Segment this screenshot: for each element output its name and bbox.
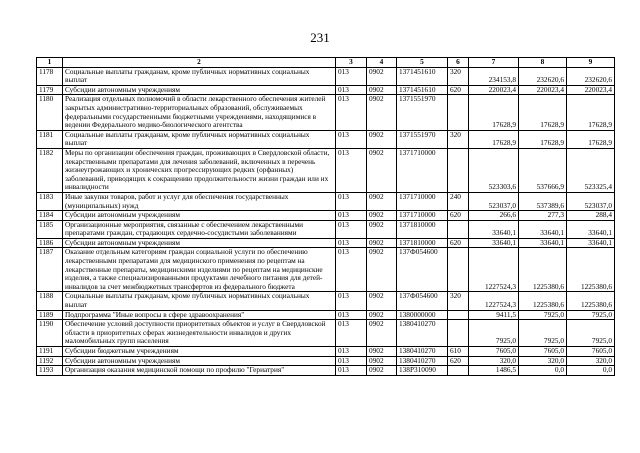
admin-code: 013 bbox=[336, 347, 367, 357]
row-description: Организационные мероприятия, связанные с обеспечением лекарственными препаратами граждан, страдающих сердечно-сосудистыми заболеваниями bbox=[63, 220, 336, 238]
target-article-code: 1371810000 bbox=[397, 220, 448, 238]
table-row bbox=[37, 238, 615, 248]
target-article-code: 1371710000 bbox=[397, 211, 448, 221]
row-description: Реализация отдельных полномочий в области лекарственного обеспечения жителей закрытых административно-территориальных образований, обслуживаемых федеральными государственными бюджетными учреждениями, находящимися в ведении Федерального медико-биологического агентства bbox=[63, 95, 336, 130]
table-row bbox=[37, 130, 615, 148]
amount-year-3: 33640,1 bbox=[567, 238, 615, 248]
table-row bbox=[37, 310, 615, 320]
row-description: Социальные выплаты гражданам, кроме публичных нормативных социальных выплат bbox=[63, 130, 336, 148]
expense-type-code: 620 bbox=[448, 85, 469, 95]
amount-year-2: 537389,6 bbox=[519, 192, 567, 210]
header-cell: 2 bbox=[63, 58, 336, 68]
section-code: 0902 bbox=[367, 347, 397, 357]
target-article-code: 1371710000 bbox=[397, 148, 448, 192]
table-row bbox=[37, 356, 615, 366]
amount-year-2: 33640,1 bbox=[519, 220, 567, 238]
header-cell: 1 bbox=[37, 58, 63, 68]
table-row bbox=[37, 95, 615, 130]
amount-year-2: 537666,9 bbox=[519, 148, 567, 192]
row-number: 1180 bbox=[37, 95, 63, 130]
amount-year-3: 320,0 bbox=[567, 356, 615, 366]
amount-year-2: 7605,0 bbox=[519, 347, 567, 357]
row-number: 1186 bbox=[37, 238, 63, 248]
expense-type-code: 620 bbox=[448, 356, 469, 366]
header-cell: 4 bbox=[367, 58, 397, 68]
admin-code: 013 bbox=[336, 366, 367, 376]
amount-year-3: 17628,9 bbox=[567, 130, 615, 148]
page-number: 231 bbox=[310, 30, 330, 45]
section-code: 0902 bbox=[367, 366, 397, 376]
amount-year-3: 220023,4 bbox=[567, 85, 615, 95]
admin-code: 013 bbox=[336, 220, 367, 238]
row-number: 1179 bbox=[37, 85, 63, 95]
amount-year-1: 33640,1 bbox=[469, 220, 519, 238]
header-cell: 5 bbox=[397, 58, 448, 68]
row-number: 1190 bbox=[37, 320, 63, 347]
table-row bbox=[37, 192, 615, 210]
header-cell: 6 bbox=[448, 58, 469, 68]
admin-code: 013 bbox=[336, 130, 367, 148]
header-cell: 3 bbox=[336, 58, 367, 68]
amount-year-1: 220023,4 bbox=[469, 85, 519, 95]
target-article-code: 1371451610 bbox=[397, 85, 448, 95]
header-cell: 7 bbox=[469, 58, 519, 68]
budget-table bbox=[36, 57, 615, 376]
row-description: Подпрограмма "Иные вопросы в сфере здравоохранения" bbox=[63, 310, 336, 320]
section-code: 0902 bbox=[367, 248, 397, 292]
amount-year-1: 234153,8 bbox=[469, 67, 519, 85]
expense-type-code: 320 bbox=[448, 67, 469, 85]
table-row bbox=[37, 220, 615, 238]
target-article-code: 1380410270 bbox=[397, 356, 448, 366]
section-code: 0902 bbox=[367, 211, 397, 221]
amount-year-2: 7925,0 bbox=[519, 320, 567, 347]
target-article-code: 1380410270 bbox=[397, 347, 448, 357]
target-article-code: 137Ф054600 bbox=[397, 292, 448, 310]
amount-year-1: 523303,6 bbox=[469, 148, 519, 192]
row-number: 1192 bbox=[37, 356, 63, 366]
amount-year-2: 0,0 bbox=[519, 366, 567, 376]
amount-year-2: 232620,6 bbox=[519, 67, 567, 85]
row-description: Субсидии автономным учреждениям bbox=[63, 238, 336, 248]
amount-year-3: 7605,0 bbox=[567, 347, 615, 357]
admin-code: 013 bbox=[336, 248, 367, 292]
target-article-code: 1380000000 bbox=[397, 310, 448, 320]
row-number: 1193 bbox=[37, 366, 63, 376]
target-article-code: 137Ф054600 bbox=[397, 248, 448, 292]
section-code: 0902 bbox=[367, 130, 397, 148]
target-article-code: 1371551970 bbox=[397, 130, 448, 148]
target-article-code: 1371551970 bbox=[397, 95, 448, 130]
amount-year-3: 232620,6 bbox=[567, 67, 615, 85]
amount-year-3: 1225380,6 bbox=[567, 292, 615, 310]
admin-code: 013 bbox=[336, 67, 367, 85]
section-code: 0902 bbox=[367, 320, 397, 347]
target-article-code: 138Р310090 bbox=[397, 366, 448, 376]
row-number: 1185 bbox=[37, 220, 63, 238]
admin-code: 013 bbox=[336, 211, 367, 221]
table-row bbox=[37, 347, 615, 357]
section-code: 0902 bbox=[367, 148, 397, 192]
row-number: 1189 bbox=[37, 310, 63, 320]
row-number: 1187 bbox=[37, 248, 63, 292]
amount-year-1: 266,6 bbox=[469, 211, 519, 221]
section-code: 0902 bbox=[367, 95, 397, 130]
section-code: 0902 bbox=[367, 292, 397, 310]
header-cell: 9 bbox=[567, 58, 615, 68]
row-number: 1188 bbox=[37, 292, 63, 310]
expense-type-code bbox=[448, 220, 469, 238]
amount-year-1: 1227524,3 bbox=[469, 292, 519, 310]
row-number: 1184 bbox=[37, 211, 63, 221]
row-number: 1181 bbox=[37, 130, 63, 148]
expense-type-code bbox=[448, 366, 469, 376]
amount-year-3: 1225380,6 bbox=[567, 248, 615, 292]
admin-code: 013 bbox=[336, 85, 367, 95]
admin-code: 013 bbox=[336, 320, 367, 347]
row-number: 1183 bbox=[37, 192, 63, 210]
amount-year-2: 7925,0 bbox=[519, 310, 567, 320]
amount-year-1: 523037,0 bbox=[469, 192, 519, 210]
section-code: 0902 bbox=[367, 67, 397, 85]
row-description: Обеспечение условий доступности приоритетных объектов и услуг в Свердловской области в приоритетных сферах жизнедеятельности инвалидов и других маломобильных групп населения bbox=[63, 320, 336, 347]
admin-code: 013 bbox=[336, 192, 367, 210]
expense-type-code: 610 bbox=[448, 347, 469, 357]
amount-year-1: 17628,9 bbox=[469, 130, 519, 148]
row-description: Социальные выплаты гражданам, кроме публичных нормативных социальных выплат bbox=[63, 292, 336, 310]
row-description: Организация оказания медицинской помощи по профилю "Гериатрия" bbox=[63, 366, 336, 376]
section-code: 0902 bbox=[367, 220, 397, 238]
table-row bbox=[37, 366, 615, 376]
amount-year-1: 1486,5 bbox=[469, 366, 519, 376]
amount-year-2: 277,3 bbox=[519, 211, 567, 221]
section-code: 0902 bbox=[367, 192, 397, 210]
amount-year-2: 320,0 bbox=[519, 356, 567, 366]
amount-year-1: 7925,0 bbox=[469, 320, 519, 347]
amount-year-2: 1225380,6 bbox=[519, 292, 567, 310]
amount-year-3: 17628,9 bbox=[567, 95, 615, 130]
table-row bbox=[37, 211, 615, 221]
row-description: Социальные выплаты гражданам, кроме публичных нормативных социальных выплат bbox=[63, 67, 336, 85]
amount-year-1: 33640,1 bbox=[469, 238, 519, 248]
section-code: 0902 bbox=[367, 85, 397, 95]
amount-year-1: 320,0 bbox=[469, 356, 519, 366]
expense-type-code: 620 bbox=[448, 211, 469, 221]
row-description: Субсидии автономным учреждениям bbox=[63, 211, 336, 221]
target-article-code: 1371710000 bbox=[397, 192, 448, 210]
table-row bbox=[37, 67, 615, 85]
table-row bbox=[37, 85, 615, 95]
amount-year-3: 33640,1 bbox=[567, 220, 615, 238]
table-row bbox=[37, 148, 615, 192]
target-article-code: 1380410270 bbox=[397, 320, 448, 347]
row-description: Оказание отдельным категориям граждан социальной услуги по обеспечению лекарственными препаратами для медицинского применения по рецептам на лекарственные препараты, медицинскими изделиями по рецептам на медицинские изделия, а также специализированными продуктами лечебного питания для детей-инвалидов за счет межбюджетных трансфертов из федерального бюджета bbox=[63, 248, 336, 292]
amount-year-3: 523037,0 bbox=[567, 192, 615, 210]
expense-type-code: 320 bbox=[448, 292, 469, 310]
admin-code: 013 bbox=[336, 310, 367, 320]
amount-year-2: 17628,9 bbox=[519, 95, 567, 130]
target-article-code: 1371810000 bbox=[397, 238, 448, 248]
amount-year-1: 9411,5 bbox=[469, 310, 519, 320]
expense-type-code bbox=[448, 320, 469, 347]
expense-type-code bbox=[448, 148, 469, 192]
amount-year-3: 7925,0 bbox=[567, 320, 615, 347]
admin-code: 013 bbox=[336, 148, 367, 192]
amount-year-2: 1225380,6 bbox=[519, 248, 567, 292]
row-description: Иные закупки товаров, работ и услуг для обеспечения государственных (муниципальных) нужд bbox=[63, 192, 336, 210]
admin-code: 013 bbox=[336, 238, 367, 248]
expense-type-code bbox=[448, 248, 469, 292]
row-number: 1191 bbox=[37, 347, 63, 357]
expense-type-code bbox=[448, 95, 469, 130]
amount-year-3: 288,4 bbox=[567, 211, 615, 221]
expense-type-code: 240 bbox=[448, 192, 469, 210]
target-article-code: 1371451610 bbox=[397, 67, 448, 85]
row-description: Субсидии автономным учреждениям bbox=[63, 85, 336, 95]
row-description: Субсидии бюджетным учреждениям bbox=[63, 347, 336, 357]
amount-year-2: 220023,4 bbox=[519, 85, 567, 95]
row-description: Субсидии автономным учреждениям bbox=[63, 356, 336, 366]
admin-code: 013 bbox=[336, 292, 367, 310]
section-code: 0902 bbox=[367, 310, 397, 320]
row-number: 1178 bbox=[37, 67, 63, 85]
admin-code: 013 bbox=[336, 95, 367, 130]
amount-year-1: 1227524,3 bbox=[469, 248, 519, 292]
header-cell: 8 bbox=[519, 58, 567, 68]
header-row bbox=[37, 58, 615, 68]
section-code: 0902 bbox=[367, 238, 397, 248]
expense-type-code bbox=[448, 310, 469, 320]
admin-code: 013 bbox=[336, 356, 367, 366]
section-code: 0902 bbox=[367, 356, 397, 366]
amount-year-1: 17628,9 bbox=[469, 95, 519, 130]
row-description: Меры по организации обеспечения граждан, проживающих в Свердловской области, лекарственными препаратами для лечения заболеваний, включенных в перечень жизнеугрожающих и хронических прогрессирующих редких (орфанных) заболеваний, приводящих к сокращению продолжительности жизни граждан или их инвалидности bbox=[63, 148, 336, 192]
row-number: 1182 bbox=[37, 148, 63, 192]
expense-type-code: 620 bbox=[448, 238, 469, 248]
amount-year-2: 33640,1 bbox=[519, 238, 567, 248]
table-row bbox=[37, 320, 615, 347]
table-row bbox=[37, 292, 615, 310]
amount-year-3: 7925,0 bbox=[567, 310, 615, 320]
table-row bbox=[37, 248, 615, 292]
amount-year-3: 523325,4 bbox=[567, 148, 615, 192]
amount-year-1: 7605,0 bbox=[469, 347, 519, 357]
amount-year-2: 17628,9 bbox=[519, 130, 567, 148]
expense-type-code: 320 bbox=[448, 130, 469, 148]
amount-year-3: 0,0 bbox=[567, 366, 615, 376]
